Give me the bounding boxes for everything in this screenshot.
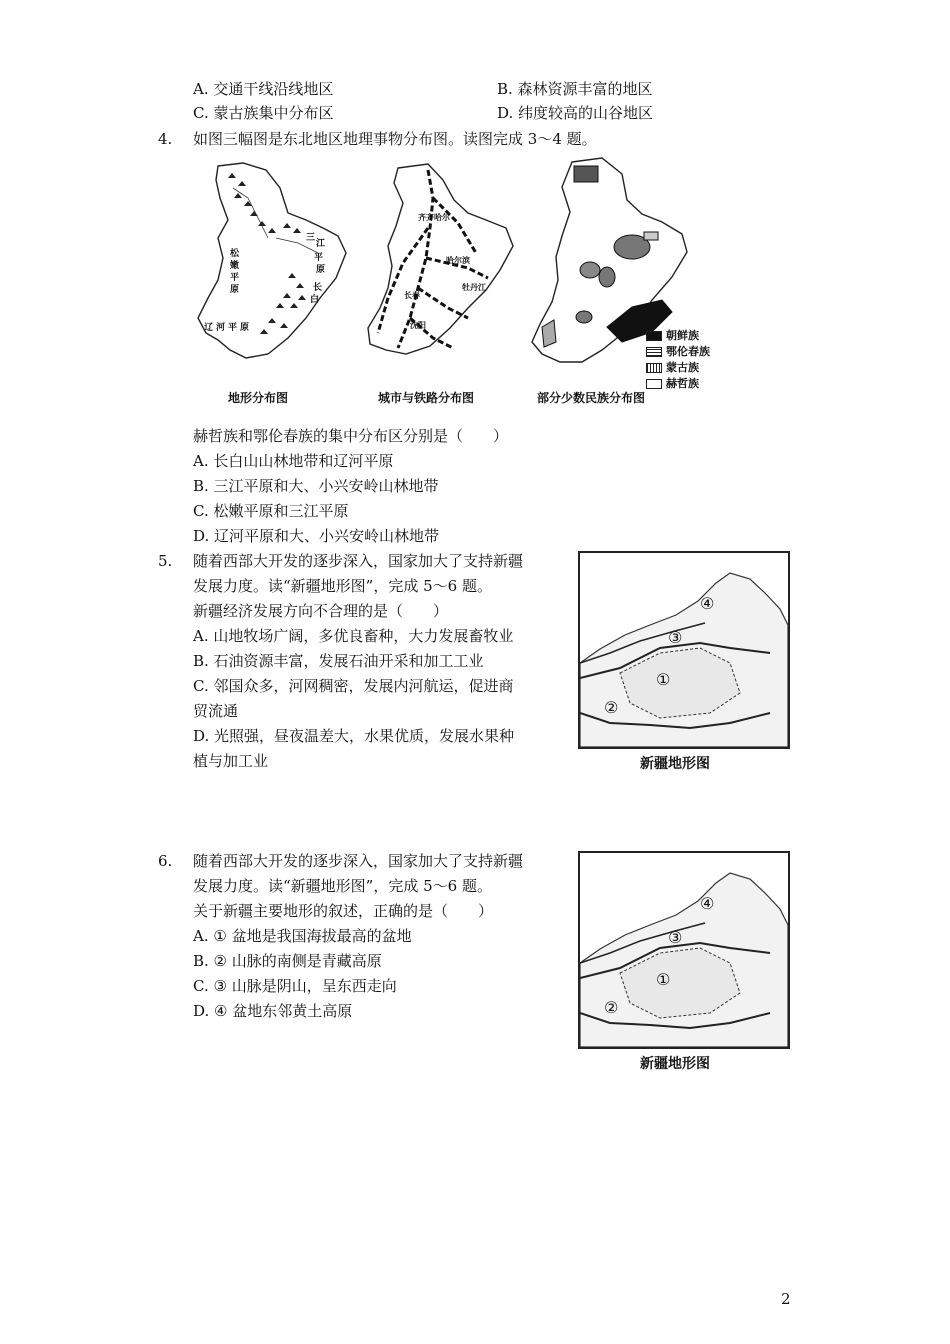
q6-option-c: C. ③ 山脉是阴山，呈东西走向 bbox=[193, 977, 397, 995]
q5-number: 5. bbox=[158, 552, 173, 570]
q3-option-d: D. 纬度较高的山谷地区 bbox=[497, 104, 654, 122]
map1-label-9: 辽 bbox=[204, 323, 214, 333]
q4-question: 赫哲族和鄂伦春族的集中分布区分别是（ ） bbox=[193, 427, 509, 445]
q5-option-c-line1: C. 邻国众多，河网稠密，发展内河航运，促进商 bbox=[193, 677, 514, 695]
q5-mark-4: ④ bbox=[700, 594, 715, 613]
caption-terrain: 地形分布图 bbox=[228, 391, 289, 405]
legend-swatch-hezhe bbox=[646, 379, 662, 389]
legend-swatch-oroqen bbox=[646, 347, 662, 357]
map2-label-mudanjiang: 牡丹江 bbox=[462, 283, 486, 292]
map1-label-12: 原 bbox=[240, 323, 250, 333]
q5-option-c-line2: 贸流通 bbox=[193, 702, 239, 720]
q5-option-a: A. 山地牧场广阔，多优良畜种，大力发展畜牧业 bbox=[193, 627, 514, 645]
q4-number: 4. bbox=[158, 130, 173, 148]
map1-label-11: 平 bbox=[228, 323, 238, 333]
q4-option-d: D. 辽河平原和大、小兴安岭山林地带 bbox=[193, 527, 440, 545]
q3-option-b: B. 森林资源丰富的地区 bbox=[497, 80, 653, 98]
caption-xinjiang-q5: 新疆地形图 bbox=[640, 756, 710, 772]
map1-label-13: 长 bbox=[313, 283, 323, 293]
q5-mark-2: ② bbox=[604, 698, 619, 717]
legend-korean bbox=[646, 327, 699, 343]
q5-mark-1: ① bbox=[656, 670, 671, 689]
q6-option-b: B. ② 山脉的南侧是青藏高原 bbox=[193, 952, 382, 970]
legend-swatch-mongol bbox=[646, 363, 662, 373]
map1-label-3: 平 bbox=[230, 273, 240, 283]
caption-minority: 部分少数民族分布图 bbox=[537, 391, 646, 405]
q6-question: 关于新疆主要地形的叙述，正确的是（ ） bbox=[193, 902, 494, 920]
map2-label-shenyang: 沈阳 bbox=[410, 321, 426, 330]
xinjiang-map-q5 bbox=[578, 551, 790, 749]
q6-mark-3: ③ bbox=[668, 928, 683, 947]
map1-label-2: 嫩 bbox=[230, 261, 240, 271]
map1-label-6: 江 bbox=[316, 239, 326, 249]
q4-option-b: B. 三江平原和大、小兴安岭山林地带 bbox=[193, 477, 439, 495]
q5-question: 新疆经济发展方向不合理的是（ ） bbox=[193, 602, 449, 620]
legend-hezhe bbox=[646, 375, 699, 391]
map2-label-qiqihar: 齐齐哈尔 bbox=[418, 213, 450, 222]
map1-label-10: 河 bbox=[216, 323, 226, 333]
q6-number: 6. bbox=[158, 852, 173, 870]
legend-label-mongol: 蒙古族 bbox=[666, 361, 699, 374]
legend-label-korean: 朝鲜族 bbox=[666, 329, 699, 342]
map1-label-7: 平 bbox=[314, 253, 324, 263]
q6-stem-line1: 随着西部大开发的逐步深入，国家加大了支持新疆 bbox=[193, 852, 524, 870]
q6-stem-line2: 发展力度。读“新疆地形图”，完成 5～6 题。 bbox=[193, 877, 492, 895]
map2-label-harbin: 哈尔滨 bbox=[446, 256, 470, 265]
q5-option-d-line2: 植与加工业 bbox=[193, 752, 269, 770]
q3-option-c: C. 蒙古族集中分布区 bbox=[193, 104, 334, 122]
page-number: 2 bbox=[781, 1290, 791, 1308]
q5-stem-line2: 发展力度。读“新疆地形图”，完成 5～6 题。 bbox=[193, 577, 492, 595]
map1-label-5: 三 bbox=[306, 233, 316, 243]
map1-label-14: 白 bbox=[310, 295, 320, 305]
q6-mark-1: ① bbox=[656, 970, 671, 989]
map1-label-1: 松 bbox=[230, 249, 240, 259]
map1-label-8: 原 bbox=[316, 265, 326, 275]
q6-option-d: D. ④ 盆地东邻黄土高原 bbox=[193, 1002, 353, 1020]
q5-mark-3: ③ bbox=[668, 628, 683, 647]
legend-swatch-korean bbox=[646, 331, 662, 341]
caption-xinjiang-q6: 新疆地形图 bbox=[640, 1056, 710, 1072]
q5-option-b: B. 石油资源丰富，发展石油开采和加工工业 bbox=[193, 652, 484, 670]
q5-stem-line1: 随着西部大开发的逐步深入，国家加大了支持新疆 bbox=[193, 552, 524, 570]
q6-mark-2: ② bbox=[604, 998, 619, 1017]
q6-option-a: A. ① 盆地是我国海拔最高的盆地 bbox=[193, 927, 412, 945]
q4-option-c: C. 松嫩平原和三江平原 bbox=[193, 502, 349, 520]
q6-mark-4: ④ bbox=[700, 894, 715, 913]
legend-label-hezhe: 赫哲族 bbox=[666, 377, 699, 390]
q4-option-a: A. 长白山山林地带和辽河平原 bbox=[193, 452, 394, 470]
railway-map bbox=[358, 158, 528, 368]
caption-railway: 城市与铁路分布图 bbox=[378, 391, 475, 405]
q3-option-a: A. 交通干线沿线地区 bbox=[193, 80, 334, 98]
legend-label-oroqen: 鄂伦春族 bbox=[666, 345, 710, 358]
xinjiang-map-q6 bbox=[578, 851, 790, 1049]
legend-oroqen bbox=[646, 343, 710, 359]
q5-option-d-line1: D. 光照强，昼夜温差大，水果优质，发展水果种 bbox=[193, 727, 515, 745]
q4-stem: 如图三幅图是东北地区地理事物分布图。读图完成 3～4 题。 bbox=[193, 130, 597, 148]
map2-label-changchun: 长春 bbox=[404, 291, 420, 300]
map1-label-4: 原 bbox=[230, 285, 240, 295]
legend-mongol bbox=[646, 359, 699, 375]
terrain-map bbox=[188, 158, 368, 368]
